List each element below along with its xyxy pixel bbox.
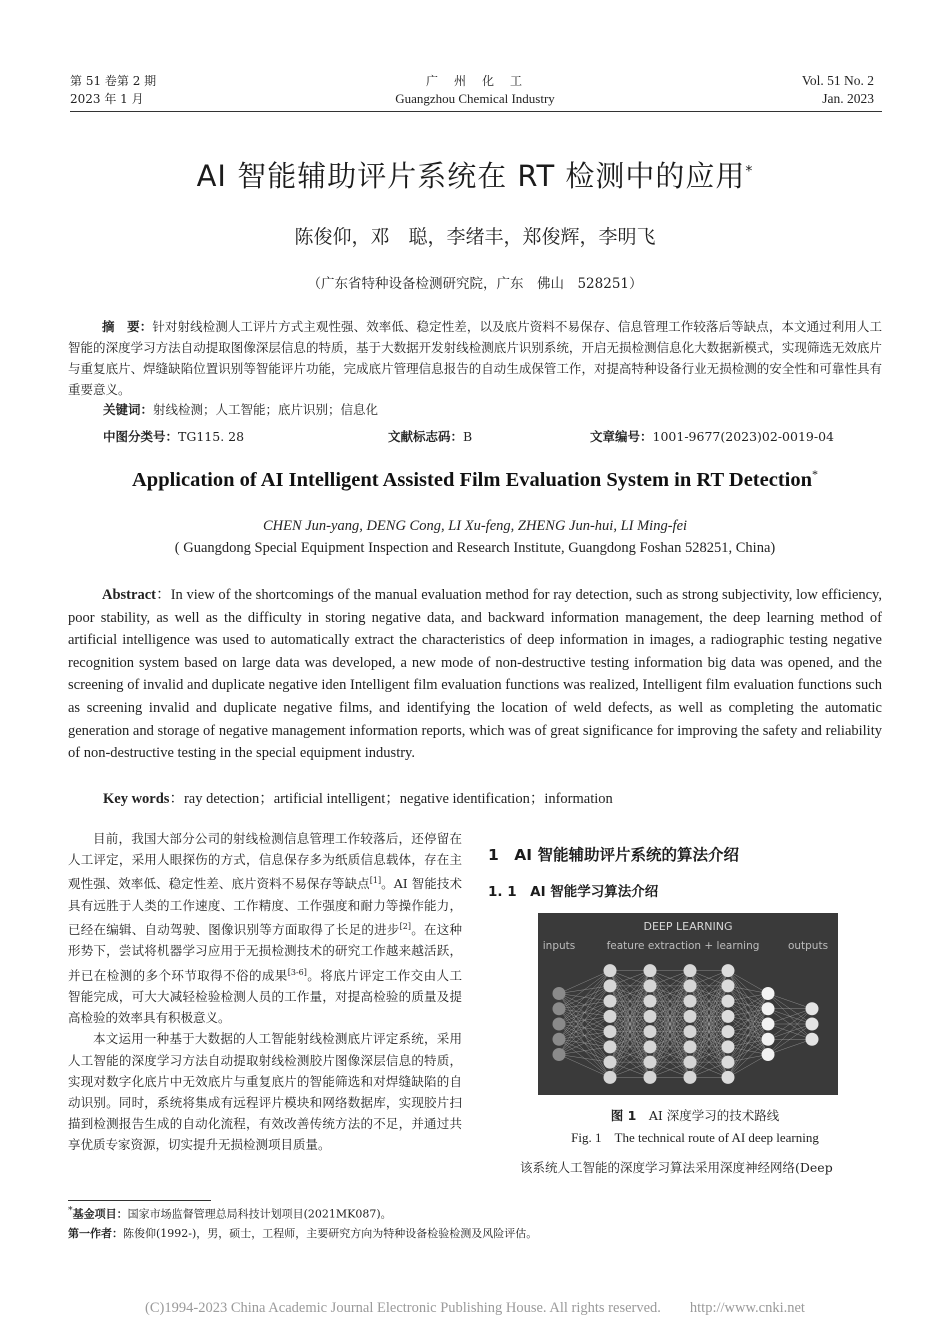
clc-number <box>103 427 244 445</box>
footnote-author-text: 陈俊仰(1992-)，男，硕士，工程师，主要研究方向为特种设备检验检测及风险评估。 <box>123 1227 538 1240</box>
copyright-notice: (C)1994-2023 China Academic Journal Electronic Publishing House. All rights reserved. http://www.cnki.net <box>145 1300 805 1316</box>
footnote-fund-text: 国家市场监督管理总局科技计划项目(2021MK087)。 <box>127 1207 392 1221</box>
network-neuron <box>762 1033 775 1046</box>
footnote-author-label: 第一作者： <box>68 1227 123 1240</box>
article-number <box>590 427 834 445</box>
intro-p1-b: 。AI 智能技术具有远胜于人类的工作速度、工作精度、工作强度和耐力等操作能力，已经在编辑、自动驾驶、图像识别等方面取得了长足的进步 <box>68 876 462 938</box>
abstract-cn <box>68 316 882 400</box>
citation-2[interactable]: [2] <box>399 921 411 931</box>
keywords-cn <box>103 400 378 418</box>
keywords-en <box>103 787 613 808</box>
network-neuron <box>684 1040 697 1053</box>
doc-code-value: B <box>463 429 473 444</box>
network-neuron <box>644 1056 657 1069</box>
network-neuron <box>684 1071 697 1084</box>
figure-caption-cn <box>488 1106 902 1124</box>
abstract-cn-text: 针对射线检测人工评片方式主观性强、效率低、稳定性差，以及底片资料不易保存、信息管理工作较落后等缺点，本文通过利用人工智能的深度学习方法自动提取图像深层信息的特质，基于大数据开发射线检测底片识别系统，开启无损检测信息化大数据新模式，实现筛选无效底片与重复底片、焊缝缺陷位置识别等智能评片功能，完成底片管理信息报告的自动生成保管工作，对提高特种设备行业无损检测的安全性和可靠性具有重要意义。 <box>68 319 882 397</box>
network-neuron <box>684 1056 697 1069</box>
network-neuron <box>684 1010 697 1023</box>
network-neuron <box>553 987 566 1000</box>
network-neuron <box>684 1025 697 1038</box>
network-neuron <box>644 995 657 1008</box>
intro-p1-d: 。将底片评定工作交由人工智能完成，可大大减轻检验检测人员的工作量，对提高检验的质量及提高检验的效率具有积极意义。 <box>68 967 462 1026</box>
header-date: 2023 年 1 月 <box>70 92 144 106</box>
network-neuron <box>553 1002 566 1015</box>
network-neuron <box>722 1025 735 1038</box>
network-neuron <box>722 1010 735 1023</box>
network-neuron <box>553 1033 566 1046</box>
header-vol-no: Vol. 51 No. 2 <box>801 73 874 88</box>
network-neuron <box>604 964 617 977</box>
diagram-middle-label: feature extraction + learning <box>606 940 760 952</box>
network-neuron <box>722 995 735 1008</box>
header-rule <box>70 111 882 112</box>
figure-caption-en: Fig. 1 The technical route of AI deep learning <box>571 1130 819 1145</box>
network-neuron <box>722 979 735 992</box>
intro-p1-c: 。在这种形势下，尝试将机器学习应用于无损检测技术的研究工作越来越活跃，并已在检测的多个环节取得不俗的成果 <box>68 922 462 983</box>
abstract-en <box>68 584 882 765</box>
network-neuron <box>722 1056 735 1069</box>
title-en-fund-mark: * <box>812 467 818 481</box>
section-1-heading: 1 AI 智能辅助评片系统的算法介绍 <box>488 846 739 864</box>
network-neuron <box>644 1010 657 1023</box>
affiliation-cn: （广东省特种设备检测研究院，广东 佛山 528251） <box>307 276 643 292</box>
network-neuron <box>604 995 617 1008</box>
article-no-value: 1001-9677(2023)02-0019-04 <box>652 429 834 444</box>
network-neuron <box>644 1071 657 1084</box>
affiliation-en: ( Guangdong Special Equipment Inspection and Research Institute, Guangdong Foshan 528251, China) <box>174 540 776 556</box>
paper-title-en <box>0 467 950 492</box>
header-journal-cn: 广 州 化 工 <box>425 74 524 88</box>
network-neuron <box>762 1002 775 1015</box>
network-neuron <box>644 1040 657 1053</box>
network-neuron <box>553 1018 566 1031</box>
citation-3-6[interactable]: [3-6] <box>287 967 307 977</box>
header-date-en: Jan. 2023 <box>822 91 874 106</box>
figure-caption-cn-label: 图 1 <box>610 1108 637 1123</box>
network-neuron <box>806 1033 819 1046</box>
keywords-en-colon: ： <box>169 791 184 807</box>
abstract-en-text: In view of the shortcomings of the manual evaluation method for ray detection, such as strong subjectivity, low efficiency, poor stability, as well as the difficulty in storing negative data, and backward information management, the deep learning method of artificial intelligence was used to automatically extract the characteristics of deep information in images, a radiographic testing negative recognition system based on large data was developed, a new mode of non-destructive testing information big data was opened, and the screening of invalid and duplicate negative iden Intelligent film evaluation functions was realized, Intelligent film evaluation functions such as screening invalid and duplicate negative films, and identifying the location of weld defects, as well as completing the automatic generation and storage of negative management information reports, which was of great significance for improving the safety and reliability of non-destructive testing in the special equipment industry. <box>68 587 882 762</box>
paper-title-cn-text: AI 智能辅助评片系统在 RT 检测中的应用 <box>196 159 746 193</box>
clc-label: 中图分类号： <box>103 429 179 444</box>
header-journal-en: Guangzhou Chemical Industry <box>395 91 555 106</box>
network-neuron <box>604 1056 617 1069</box>
network-neuron <box>644 979 657 992</box>
intro-paragraph-2: 本文运用一种基于大数据的人工智能射线检测底片评定系统，采用人工智能的深度学习方法自动提取射线检测胶片图像深层信息的特质，实现对数字化底片中无效底片与重复底片的智能筛选和对焊缝缺陷的自动识别。同时，系统将集成有远程评片模块和网络数据库，实现胶片扫描到检测报告生成的自动化流程，有效改善传统方法的不足，并通过共享优质专家资源，切实提升无损检测项目质量。 <box>68 1031 462 1153</box>
paper-title-cn <box>0 154 950 195</box>
network-neuron <box>762 987 775 1000</box>
network-neuron <box>604 979 617 992</box>
footnote-fund-mark: * <box>68 1205 73 1216</box>
body-right-text: 该系统人工智能的深度学习算法采用深度神经网络(Deep <box>520 1160 833 1175</box>
diagram-title: DEEP LEARNING <box>643 920 733 933</box>
network-neuron <box>684 979 697 992</box>
network-neuron <box>644 964 657 977</box>
body-left-column <box>68 828 462 1156</box>
footnote-rule <box>68 1200 211 1201</box>
section-1-1-heading: 1. 1 AI 智能学习算法介绍 <box>488 884 659 900</box>
doc-code-label: 文献标志码： <box>388 429 464 444</box>
header-volume-issue: 第 51 卷第 2 期 <box>70 74 157 88</box>
network-neuron <box>722 1071 735 1084</box>
article-no-label: 文章编号： <box>590 429 653 444</box>
footnote-author <box>68 1225 537 1241</box>
figure-deep-learning <box>538 913 838 1095</box>
authors-en: CHEN Jun-yang, DENG Cong, LI Xu-feng, ZHENG Jun-hui, LI Ming-fei <box>262 518 688 534</box>
title-fund-mark: * <box>745 163 754 180</box>
keywords-cn-text: 射线检测；人工智能；底片识别；信息化 <box>153 402 379 417</box>
diagram-outputs-label: outputs <box>787 940 829 952</box>
network-neuron <box>644 1025 657 1038</box>
network-neuron <box>684 964 697 977</box>
network-neuron <box>806 1002 819 1015</box>
header-vol-en <box>802 72 874 108</box>
keywords-en-label: Key words <box>103 791 170 807</box>
footnote-fund-label: 基金项目： <box>72 1207 128 1221</box>
network-neuron <box>604 1040 617 1053</box>
network-neuron <box>553 1048 566 1061</box>
network-neuron <box>722 964 735 977</box>
network-neuron <box>762 1048 775 1061</box>
authors-cn: 陈俊仰，邓 聪，李绪丰，郑俊辉，李明飞 <box>294 226 656 248</box>
network-neuron <box>604 1025 617 1038</box>
doc-code <box>388 427 472 445</box>
network-neuron <box>684 995 697 1008</box>
network-neuron <box>604 1010 617 1023</box>
network-neuron <box>722 1040 735 1053</box>
deep-learning-diagram <box>538 913 838 1095</box>
clc-value: TG115. 28 <box>178 429 245 444</box>
diagram-inputs-label: inputs <box>542 940 576 952</box>
keywords-en-text: ray detection；artificial intelligent；negative identification；information <box>183 791 613 807</box>
network-neuron <box>806 1018 819 1031</box>
intro-paragraph-1 <box>68 828 462 1028</box>
footnote-fund <box>68 1205 392 1222</box>
intro-p1-a: 目前，我国大部分公司的射线检测信息管理工作较落后，还停留在人工评定，采用人眼探伤的方式，信息保存多为纸质信息载体，存在主观性强、效率低、稳定性差、底片资料不易保存等缺点 <box>68 831 462 892</box>
citation-1[interactable]: [1] <box>369 876 382 886</box>
keywords-cn-label: 关键词： <box>103 402 154 417</box>
network-neuron <box>762 1018 775 1031</box>
paper-title-en-text: Application of AI Intelligent Assisted Film Evaluation System in RT Detection <box>132 468 812 491</box>
abstract-cn-label: 摘 要： <box>102 319 153 334</box>
network-neuron <box>604 1071 617 1084</box>
figure-caption-cn-text: AI 深度学习的技术路线 <box>648 1108 780 1123</box>
abstract-en-colon: ： <box>155 587 171 603</box>
abstract-en-label: Abstract <box>102 587 156 603</box>
